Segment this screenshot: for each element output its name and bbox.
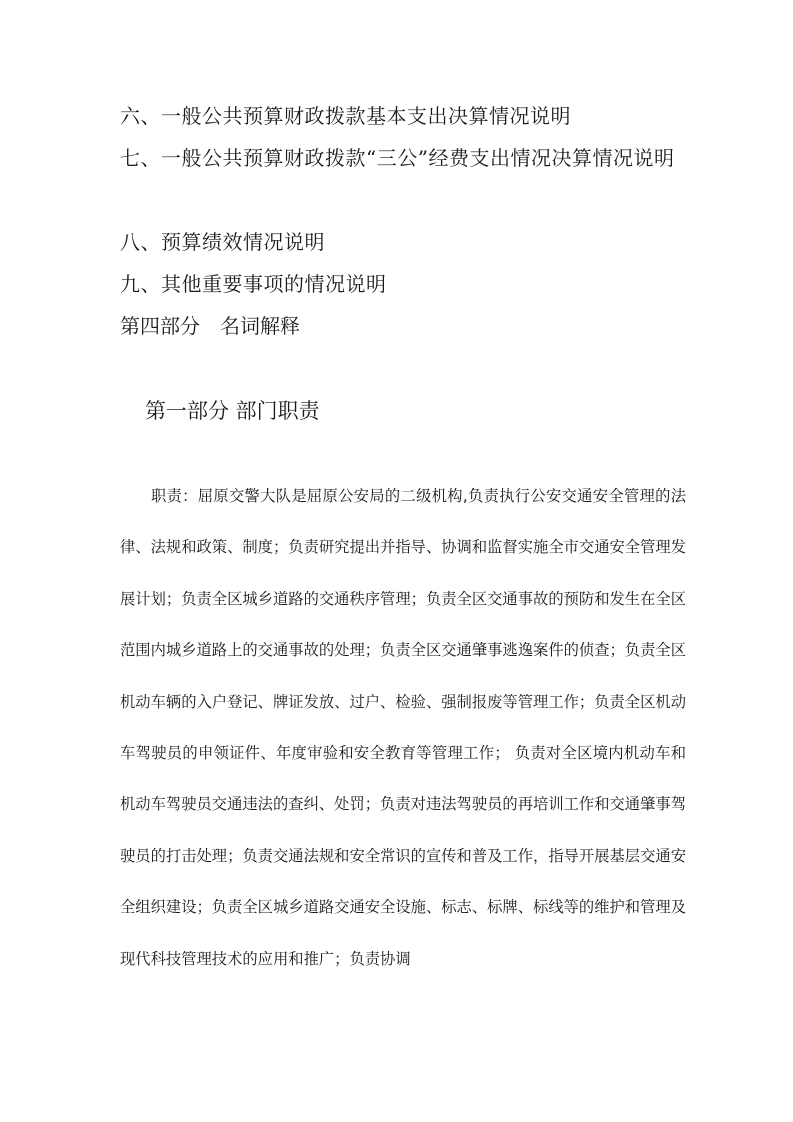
section-body: 职责：屈原交警大队是屈原公安局的二级机构,负责执行公安交通安全管理的法律、法规和政策、制度；负责研究提出并指导、协调和监督实施全市交通安全管理发展计划；负责全区城乡道路的交通秩序管理；负责全区交通事故的预防和发生在全区范围内城乡道路上的交通事故的处理；负责全区交通肇事逃逸案件的侦查；负责全区机动车辆的入户登记、牌证发放、过户、检验、强制报废等管理工作；负责全区机动车驾驶员的申领证件、年度审验和安全教育等管理工作； 负责对全区境内机动车和机动车驾驶员交通违法的查纠、处罚；负责对违法驾驶员的再培训工作和交通肇事驾驶员的打击处理；负责交通法规和安全常识的宣传和普及工作，指导开展基层交通安全组织建设；负责全区城乡道路交通安全设施、标志、标牌、标线等的维护和管理及现代科技管理技术的应用和推广；负责协调 [120, 487, 686, 968]
toc-item-6: 六、一般公共预算财政拨款基本支出决算情况说明 [120, 104, 571, 128]
toc-item-8: 八、预算绩效情况说明 [120, 230, 325, 254]
toc-part-4: 第四部分 名词解释 [120, 314, 300, 338]
section-title: 第一部分 部门职责 [145, 399, 320, 423]
toc-item-9: 九、其他重要事项的情况说明 [120, 272, 387, 296]
toc-item-7: 七、一般公共预算财政拨款“三公”经费支出情况决算情况说明 [120, 146, 675, 170]
